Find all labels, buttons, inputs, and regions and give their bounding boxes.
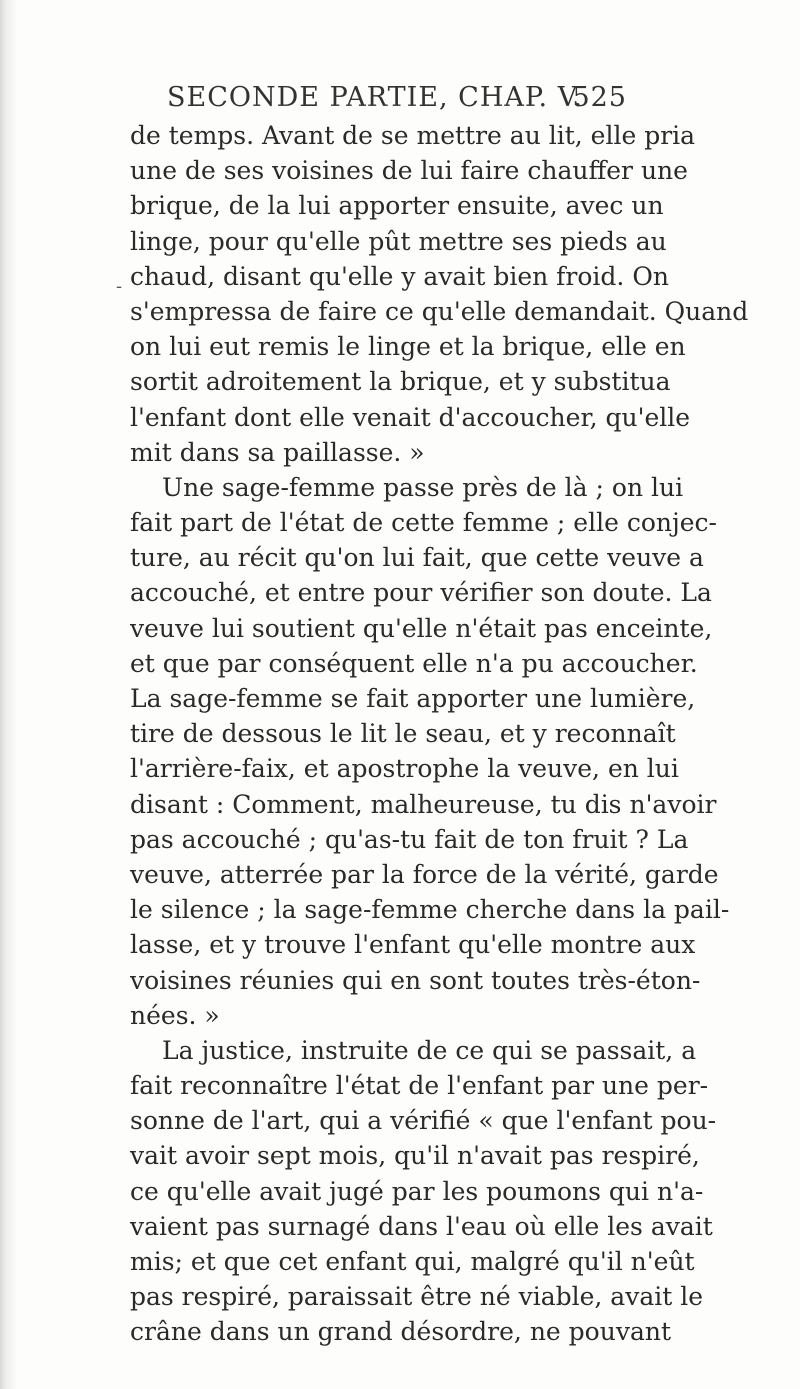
text-line-6: s'empressa de faire ce qu'elle demandait. Quand <box>130 296 749 326</box>
text-line-31: ce qu'elle avait jugé par les poumons qui n'a- <box>130 1176 704 1206</box>
text-line-25: voisines réunies qui en sont toutes très-éton- <box>130 965 701 995</box>
text-line-33: mis; et que cet enfant qui, malgré qu'il n'eût <box>130 1247 695 1276</box>
running-header <box>167 82 627 122</box>
text-line-22: veuve, atterrée par la force de la vérité, garde <box>130 859 719 889</box>
text-line-10: mit dans sa paillasse. » <box>130 437 425 467</box>
margin-mark: - <box>116 276 123 297</box>
text-line-14: accouché, et entre pour vérifier son doute. La <box>130 578 712 608</box>
text-line-9: l'enfant dont elle venait d'accoucher, qu'elle <box>130 402 691 432</box>
text-line-24: lasse, et y trouve l'enfant qu'elle montre aux <box>130 930 696 960</box>
text-line-20: disant : Comment, malheureuse, tu dis n'avoir <box>130 789 717 819</box>
page-number: 525 <box>572 82 627 113</box>
text-line-3: brique, de la lui apporter ensuite, avec un <box>130 191 664 221</box>
text-line-2: une de ses voisines de lui faire chauffer une <box>130 156 688 186</box>
text-line-34: pas respiré, paraissait être né viable, avait le <box>130 1282 704 1312</box>
text-line-8: sortit adroitement la brique, et y substitua <box>130 367 671 397</box>
text-line-11: Une sage-femme passe près de là ; on lui <box>162 472 684 502</box>
text-line-7: on lui eut remis le linge et la brique, elle en <box>130 332 686 362</box>
text-line-23: le silence ; la sage-femme cherche dans la pail- <box>130 895 730 925</box>
chapter-title: SECONDE PARTIE, CHAP. V. <box>167 82 584 113</box>
text-line-30: vait avoir sept mois, qu'il n'avait pas respiré, <box>130 1141 700 1171</box>
text-line-29: sonne de l'art, qui a vérifié « que l'enfant pou- <box>130 1106 717 1136</box>
text-line-1: de temps. Avant de se mettre au lit, elle pria <box>130 121 696 150</box>
text-line-18: tire de dessous le lit le seau, et y reconnaît <box>130 719 676 749</box>
text-line-26: nées. » <box>130 1000 220 1030</box>
text-line-12: fait part de l'état de cette femme ; elle conjec- <box>130 508 717 538</box>
text-line-32: vaient pas surnagé dans l'eau où elle les avait <box>130 1211 713 1241</box>
text-line-16: et que par conséquent elle n'a pu accoucher. <box>130 648 698 678</box>
text-line-17: La sage-femme se fait apporter une lumière, <box>130 684 696 713</box>
text-line-21: pas accouché ; qu'as-tu fait de ton fruit ? La <box>130 824 689 854</box>
text-line-19: l'arrière-faix, et apostrophe la veuve, en lui <box>130 754 679 784</box>
page-binding-edge <box>0 0 16 1389</box>
text-line-4: linge, pour qu'elle pût mettre ses pieds au <box>130 226 667 256</box>
text-line-28: fait reconnaître l'état de l'enfant par une per- <box>130 1071 709 1101</box>
body-text <box>130 118 749 1350</box>
text-line-5: chaud, disant qu'elle y avait bien froid. On <box>130 261 669 291</box>
text-line-13: ture, au récit qu'on lui fait, que cette veuve a <box>130 543 704 573</box>
text-line-27: La justice, instruite de ce qui se passait, a <box>162 1035 697 1065</box>
text-line-35: crâne dans un grand désordre, ne pouvant <box>130 1317 671 1347</box>
text-line-15: veuve lui soutient qu'elle n'était pas enceinte, <box>130 613 713 643</box>
